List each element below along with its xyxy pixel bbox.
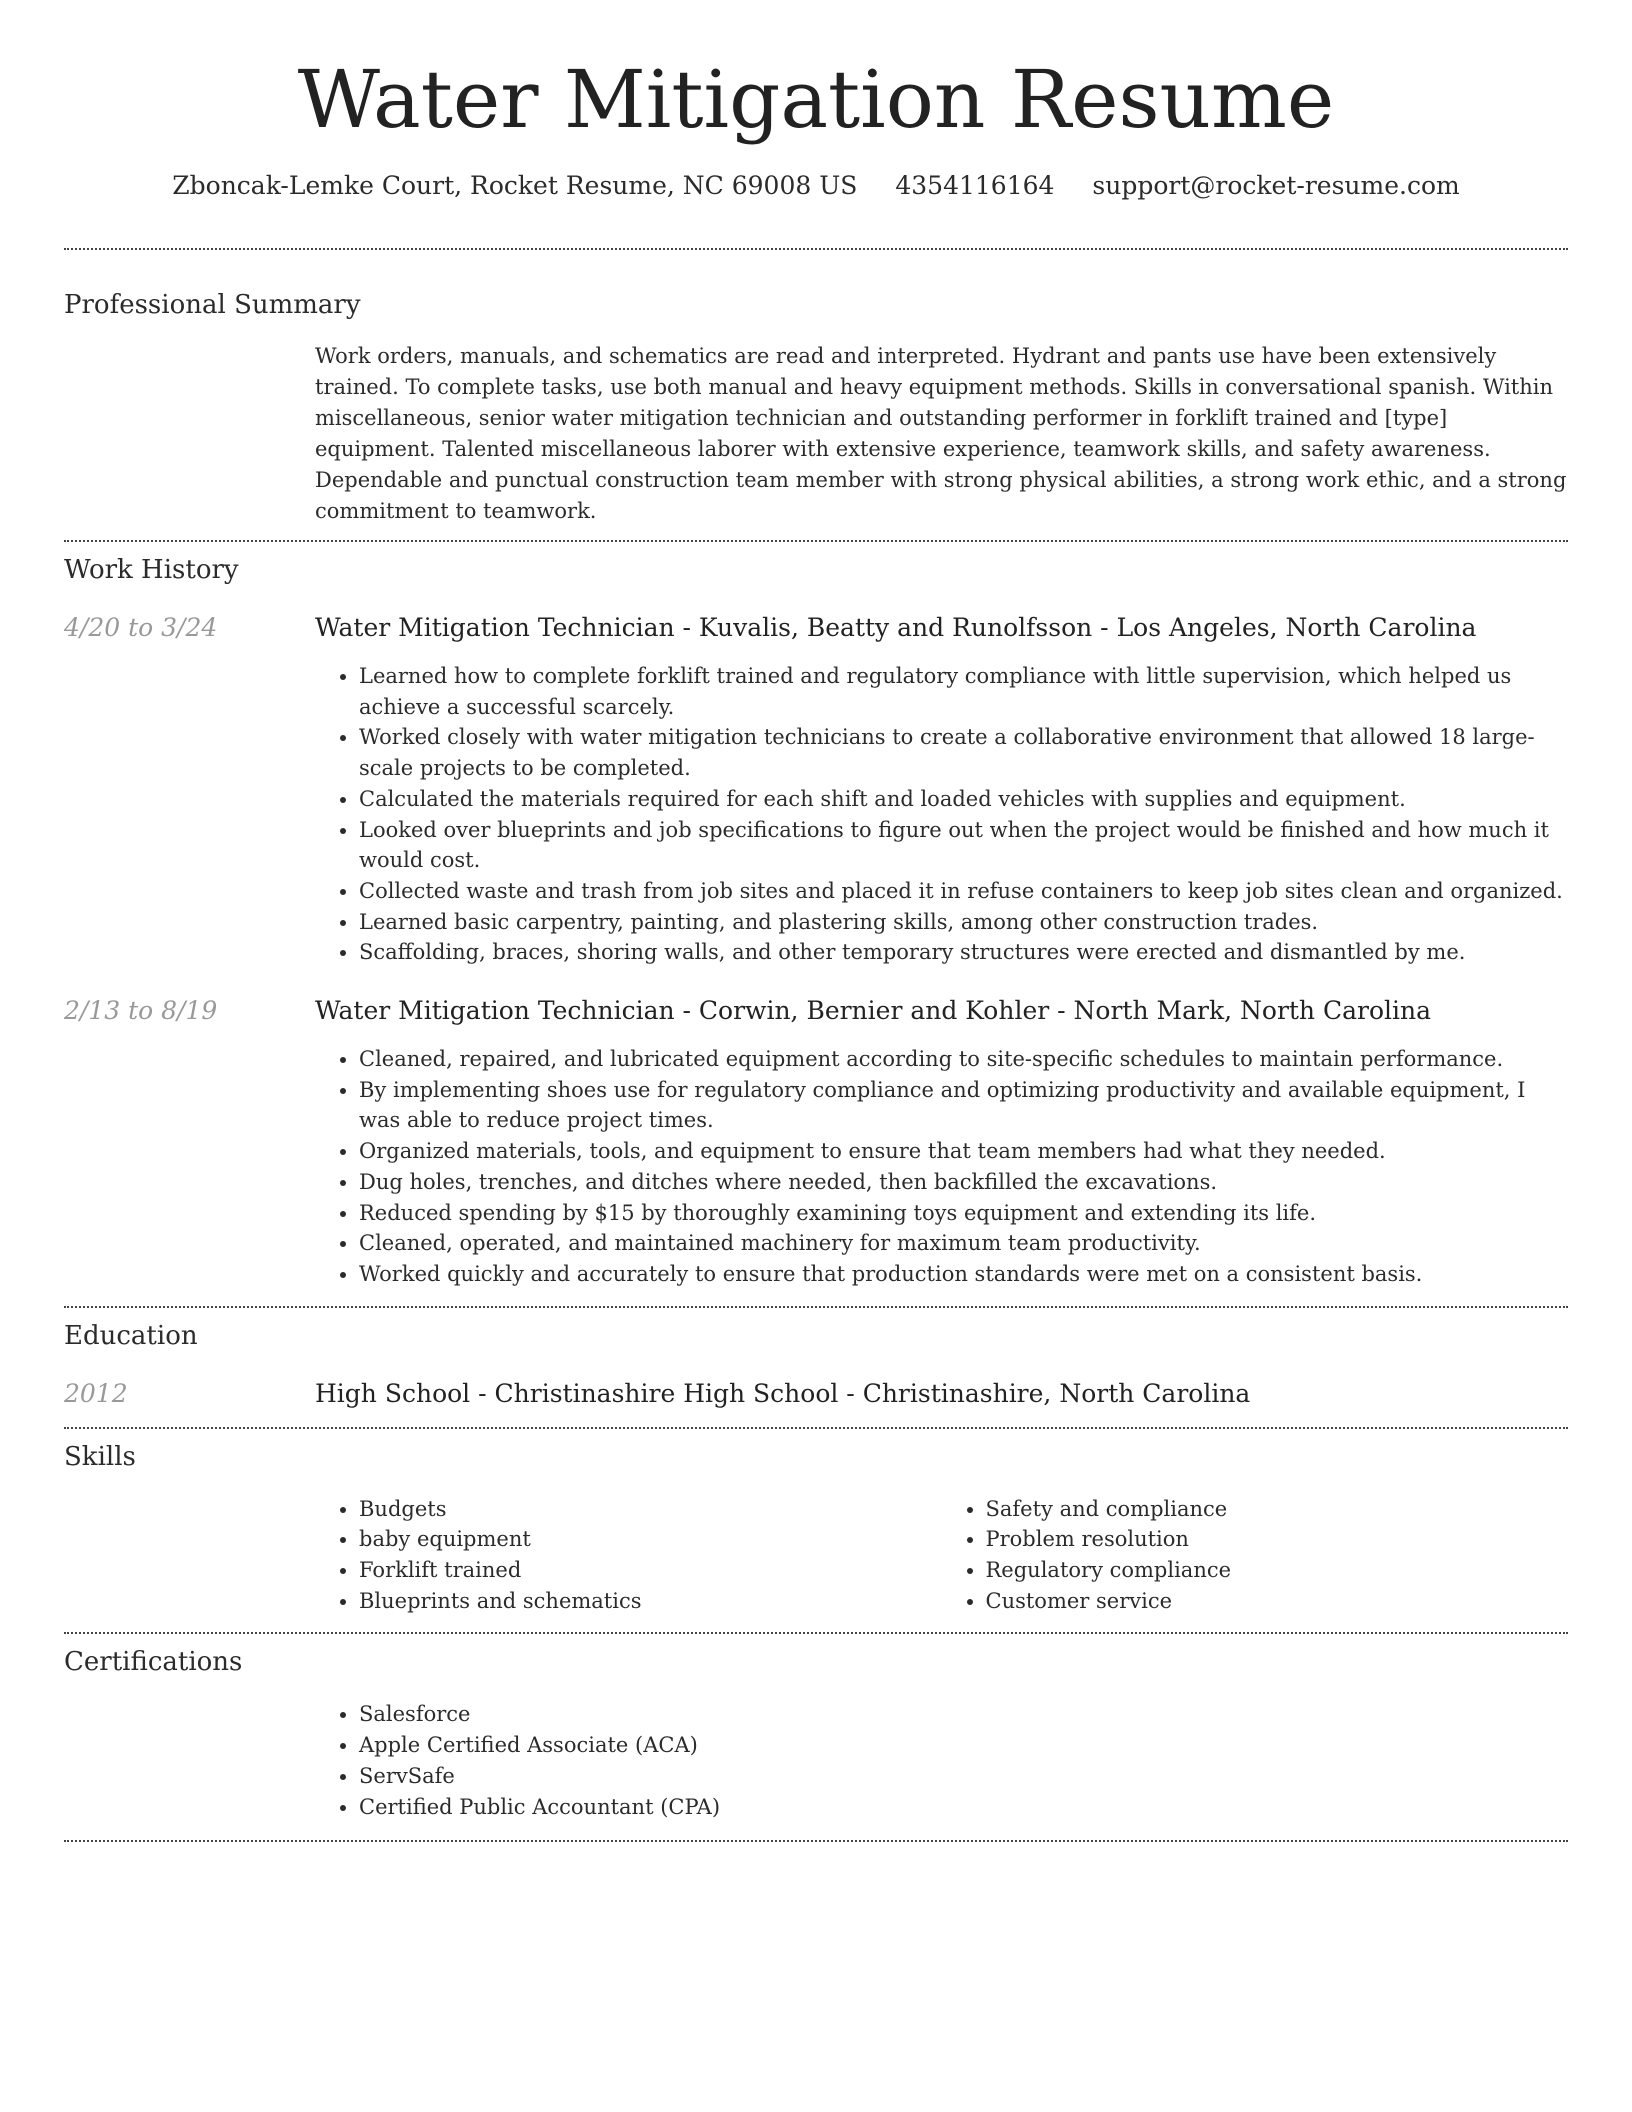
list-item: • Cleaned, operated, and maintained machinery for maximum team productivity. — [359, 1228, 1568, 1259]
education-year: 2012 — [64, 1378, 128, 1408]
section-heading-work: Work History — [64, 555, 239, 585]
education-entry — [64, 1377, 1568, 1411]
list-item: • Learned how to complete forklift trained and regulatory compliance with little supervision, which helped us achieve a successful scarcely. — [359, 661, 1568, 722]
list-item: • Worked quickly and accurately to ensure that production standards were met on a consistent basis. — [359, 1259, 1568, 1290]
list-item: • Blueprints and schematics — [359, 1586, 942, 1617]
list-item: • Looked over blueprints and job specifications to figure out when the project would be finished and how much it would cost. — [359, 815, 1568, 876]
summary-block — [315, 341, 1568, 527]
list-item: • Organized materials, tools, and equipment to ensure that team members had what they needed. — [359, 1136, 1568, 1167]
list-item: • Worked closely with water mitigation technicians to create a collaborative environment that allowed 18 large-scale projects to be completed. — [359, 722, 1568, 783]
certifications-list — [315, 1699, 1568, 1822]
section-heading-skills: Skills — [64, 1441, 136, 1472]
certifications-items — [315, 1699, 1568, 1822]
skills-column-left — [315, 1494, 942, 1617]
list-item: • Cleaned, repaired, and lubricated equipment according to site-specific schedules to maintain performance. — [359, 1044, 1568, 1075]
list-item: • Reduced spending by $15 by thoroughly examining toys equipment and extending its life. — [359, 1198, 1568, 1229]
list-item: • baby equipment — [359, 1524, 942, 1555]
list-item: • Regulatory compliance — [986, 1555, 1569, 1586]
divider — [64, 248, 1568, 250]
job-entry — [64, 611, 1568, 968]
job-title: Water Mitigation Technician - Kuvalis, Beatty and Runolfsson - Los Angeles, North Carolina — [315, 613, 1477, 642]
list-item: • Customer service — [986, 1586, 1569, 1617]
resume-title: Water Mitigation Resume — [297, 53, 1335, 146]
education-title: High School - Christinashire High School - Christinashire, North Carolina — [315, 1378, 1251, 1408]
divider — [64, 540, 1568, 542]
contact-email: support@rocket-resume.com — [1092, 171, 1460, 200]
job-dates: 2/13 to 8/19 — [64, 996, 218, 1026]
list-item: • Forklift trained — [359, 1555, 942, 1586]
job-bullets — [315, 661, 1568, 968]
list-item: • Collected waste and trash from job sites and placed it in refuse containers to keep job sites clean and organized. — [359, 876, 1568, 907]
job-entry — [64, 994, 1568, 1290]
list-item: • Calculated the materials required for each shift and loaded vehicles with supplies and equipment. — [359, 784, 1568, 815]
list-item: • Budgets — [359, 1494, 942, 1525]
list-item: • Problem resolution — [986, 1524, 1569, 1555]
divider — [64, 1632, 1568, 1634]
list-item: • Learned basic carpentry, painting, and plastering skills, among other construction trades. — [359, 907, 1568, 938]
contact-line — [64, 166, 1568, 206]
list-item: • Certified Public Accountant (CPA) — [359, 1792, 1568, 1823]
contact-address: Zboncak-Lemke Court, Rocket Resume, NC 69008 US — [172, 171, 858, 200]
list-item: • Salesforce — [359, 1699, 1568, 1730]
list-item: • Scaffolding, braces, shoring walls, and other temporary structures were erected and dismantled by me. — [359, 937, 1568, 968]
divider — [64, 1427, 1568, 1429]
list-item: • Apple Certified Associate (ACA) — [359, 1730, 1568, 1761]
skills-list — [315, 1494, 1568, 1617]
section-heading-summary: Professional Summary — [64, 290, 361, 320]
list-item: • ServSafe — [359, 1761, 1568, 1792]
resume-page — [64, 0, 1568, 1842]
summary-text: Work orders, manuals, and schematics are read and interpreted. Hydrant and pants use have been extensively trained. To complete tasks, use both manual and heavy equipment methods. Skills in conversational spanish. Within miscellaneous, senior water mitigation technician and outstanding performer in forklift trained and [type] equipment. Talented miscellaneous laborer with extensive experience, teamwork skills, and safety awareness. Dependable and punctual construction team member with strong physical abilities, a strong work ethic, and a strong commitment to teamwork. — [315, 344, 1567, 523]
list-item: • Safety and compliance — [986, 1494, 1569, 1525]
contact-phone: 4354116164 — [895, 171, 1055, 200]
divider — [64, 1840, 1568, 1842]
list-item: • By implementing shoes use for regulatory compliance and optimizing productivity and available equipment, I was able to reduce project times. — [359, 1075, 1568, 1136]
list-item: • Dug holes, trenches, and ditches where needed, then backfilled the excavations. — [359, 1167, 1568, 1198]
skills-column-right — [942, 1494, 1569, 1617]
section-heading-education: Education — [64, 1320, 198, 1351]
job-bullets — [315, 1044, 1568, 1290]
job-title: Water Mitigation Technician - Corwin, Bernier and Kohler - North Mark, North Carolina — [315, 996, 1432, 1026]
job-dates: 4/20 to 3/24 — [64, 613, 218, 642]
divider — [64, 1306, 1568, 1308]
section-heading-certifications: Certifications — [64, 1647, 243, 1678]
